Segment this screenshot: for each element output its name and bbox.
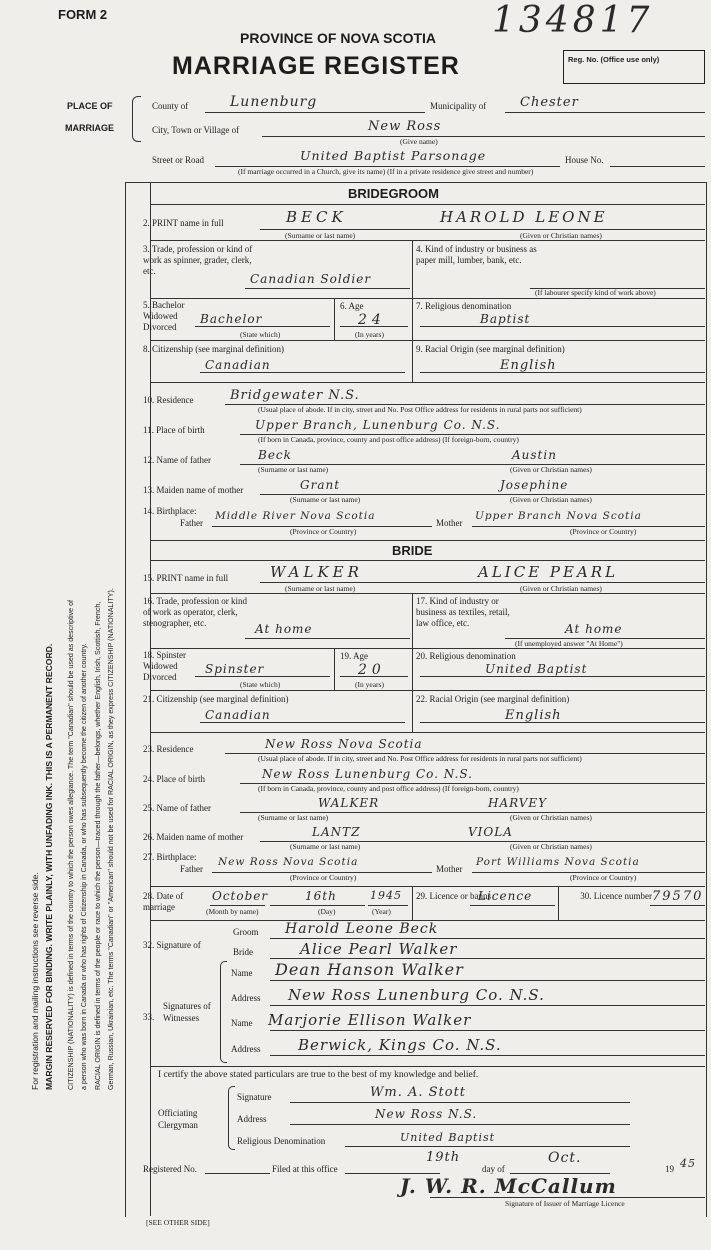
bride-industry-label: 17. Kind of industry or business as textiles, retail, law office, etc. — [416, 596, 510, 628]
bride-surname-note: (Surname or last name) — [285, 584, 356, 593]
bride-mother-prov-note: (Province or Country) — [570, 873, 637, 882]
margin-citizenship-def-2: a person who was born in Canada or who has rights of Citizenship in Canada, or who has subsequently become the citizen of another country. — [80, 643, 88, 1090]
marriage-day: 16th — [305, 889, 337, 903]
register-number: 134817 — [492, 0, 654, 41]
groom-mother-surname: Grant — [300, 478, 341, 492]
groom-industry-note: (If labourer specify kind of work above) — [535, 288, 656, 297]
registered-label: Registered No. — [143, 1164, 197, 1174]
witnesses-number: 33. — [143, 1012, 155, 1022]
marriage-day-note: (Day) — [318, 907, 336, 916]
marriage-year: 1945 — [370, 889, 402, 902]
bride-residence-label: 23. Residence — [143, 744, 194, 754]
marriage-label: MARRIAGE — [65, 123, 114, 133]
bride-racial-label: 22. Racial Origin (see marginal definition) — [416, 694, 570, 704]
groom-status: Bachelor — [200, 312, 263, 326]
margin-racial-def: RACIAL ORIGIN is defined in terms of the people or race to which the person—traced through the father—belongs, whether English, Irish, Scottish, French, — [94, 601, 102, 1090]
bride-racial: English — [505, 708, 562, 723]
groom-father-birthplace: Middle River Nova Scotia — [215, 510, 376, 522]
bride-religion: United Baptist — [485, 662, 588, 676]
licence-number: 79570 — [652, 889, 704, 904]
province-heading: PROVINCE OF NOVA SCOTIA — [240, 30, 437, 46]
w1-address-label: Address — [231, 993, 261, 1003]
bride-father-prov-note: (Province or Country) — [290, 873, 357, 882]
give-name-note: (Give name) — [400, 137, 438, 146]
bride-trade: At home — [255, 622, 313, 636]
w2-address-label: Address — [231, 1044, 261, 1054]
margin-permanent-record: MARGIN RESERVED FOR BINDING. WRITE PLAINLY, WITH UNFADING INK. THIS IS A PERMANENT RECORD. — [44, 643, 54, 1090]
groom-surname: BECK — [286, 208, 347, 226]
bride-trade-label: 16. Trade, profession or kind of work as operator, clerk, stenographer, etc. — [143, 596, 247, 628]
filed-day: 19th — [426, 1150, 461, 1165]
groom-age-label: 6. Age — [340, 301, 364, 311]
bride-mother-given-note: (Given or Christian names) — [510, 842, 592, 851]
witness2-address: Berwick, Kings Co. N.S. — [298, 1036, 502, 1054]
day-of-label: day of — [482, 1164, 505, 1174]
bride-name-label: 15. PRINT name in full — [143, 573, 229, 583]
groom-trade-label: 3. Trade, profession or kind of work as spinner, grader, clerk, etc. — [143, 244, 253, 276]
place-brace — [132, 96, 141, 142]
groom-residence-label: 10. Residence — [143, 395, 194, 405]
bride-given: ALICE PEARL — [478, 563, 619, 581]
filed-month: Oct. — [548, 1150, 582, 1166]
bride-father-label: 25. Name of father — [143, 803, 211, 813]
bride-father-given: HARVEY — [488, 796, 548, 810]
page-title: MARRIAGE REGISTER — [172, 52, 460, 80]
bride-surname: WALKER — [270, 563, 363, 581]
groom-mother-bp-label: Mother — [436, 518, 463, 528]
groom-mother-given: Josephine — [500, 478, 569, 492]
groom-state-note: (State which) — [240, 330, 281, 339]
groom-birthplace-label: 14. Birthplace: — [143, 506, 197, 516]
date-label: 28. Date of marriage — [143, 891, 184, 912]
street-label: Street or Road — [152, 155, 204, 165]
marriage-month-note: (Month by name) — [206, 907, 259, 916]
house-label: House No. — [565, 155, 604, 165]
bride-father-birthplace: New Ross Nova Scotia — [218, 856, 359, 868]
groom-religion: Baptist — [480, 312, 531, 326]
groom-father-prov-note: (Province or Country) — [290, 527, 357, 536]
certify-text: I certify the above stated particulars are true to the best of my knowledge and belief. — [158, 1070, 479, 1080]
bride-industry-note: (If unemployed answer "At Home") — [515, 639, 623, 648]
officiating-label: Officiating Clergyman — [158, 1108, 198, 1130]
groom-mother-birthplace: Upper Branch Nova Scotia — [475, 510, 642, 522]
licence-banns-label: 29. Licence or banns — [416, 891, 491, 901]
municipality-value: Chester — [520, 95, 579, 110]
groom-surname-note: (Surname or last name) — [285, 231, 356, 240]
reg-no-box — [563, 50, 705, 84]
groom-birth-note: (If born in Canada, province, county and post office address) (If foreign-born, country) — [258, 435, 519, 444]
bride-religion-label: 20. Religious denomination — [416, 651, 516, 661]
groom-father-bp-label: Father — [180, 518, 203, 528]
groom-mother-given-note: (Given or Christian names) — [510, 495, 592, 504]
groom-religion-label: 7. Religious denomination — [416, 301, 512, 311]
bride-mother-bp-label: Mother — [436, 864, 463, 874]
see-other-side: [SEE OTHER SIDE] — [146, 1218, 210, 1227]
clergy-denom-label: Religious Denomination — [237, 1136, 326, 1146]
street-note: (If marriage occurred in a Church, give its name) (If in a private residence give street and number) — [238, 167, 534, 176]
marriage-year-note: (Year) — [372, 907, 391, 916]
bride-mother-given: VIOLA — [468, 825, 513, 839]
w2-name-label: Name — [231, 1018, 253, 1028]
margin-instructions: For registration and mailing instructions see reverse side. — [30, 872, 40, 1090]
issuer-label: Signature of Issuer of Marriage Licence — [505, 1199, 625, 1208]
bride-given-note: (Given or Christian names) — [520, 584, 602, 593]
bride-birthplace-label: 27. Birthplace: — [143, 852, 197, 862]
bride-mother-label: 26. Maiden name of mother — [143, 832, 244, 842]
bride-citizenship: Canadian — [205, 708, 271, 722]
bride-age-label: 19. Age — [340, 651, 368, 661]
clergy-denom: United Baptist — [400, 1131, 496, 1144]
clergy-brace — [228, 1086, 235, 1150]
groom-age: 24 — [358, 312, 386, 328]
bride-birth-label: 24. Place of birth — [143, 774, 205, 784]
groom-citizenship-label: 8. Citizenship (see marginal definition) — [143, 344, 285, 354]
bride-father-given-note: (Given or Christian names) — [510, 813, 592, 822]
bride-residence-note: (Usual place of abode. If in city, street and No. Post Office address for residents in rural parts not sufficient) — [258, 754, 582, 763]
groom-citizenship: Canadian — [205, 358, 271, 372]
licence-number-label: 30. Licence number — [580, 891, 652, 901]
groom-mother-prov-note: (Province or Country) — [570, 527, 637, 536]
groom-father-surname-note: (Surname or last name) — [258, 465, 329, 474]
groom-racial: English — [500, 358, 557, 373]
bride-mother-surname-note: (Surname or last name) — [290, 842, 361, 851]
bride-status: Spinster — [205, 662, 265, 676]
bride-heading: BRIDE — [392, 543, 433, 558]
bride-residence: New Ross Nova Scotia — [265, 737, 423, 751]
margin-racial-def-2: German, Russian, Ukrainian, etc. The terms "Canadian" or "American" should not be used for RACIAL ORIGIN, as they express CITIZENSHIP (NATIONALITY). — [107, 588, 115, 1090]
form-number: FORM 2 — [58, 7, 108, 22]
groom-mother-label: 13. Maiden name of mother — [143, 485, 244, 495]
bride-mother-birthplace: Port Williams Nova Scotia — [476, 856, 640, 868]
clergy-signature: Wm. A. Stott — [370, 1085, 467, 1100]
groom-mother-surname-note: (Surname or last name) — [290, 495, 361, 504]
groom-given: HAROLD LEONE — [440, 208, 608, 226]
groom-racial-label: 9. Racial Origin (see marginal definition) — [416, 344, 565, 354]
filed-year: 45 — [680, 1157, 696, 1170]
clergy-address: New Ross N.S. — [375, 1107, 478, 1121]
bride-father-surname: WALKER — [318, 796, 380, 810]
groom-given-note: (Given or Christian names) — [520, 231, 602, 240]
bride-state-note: (State which) — [240, 680, 281, 689]
bride-citizenship-label: 21. Citizenship (see marginal definition) — [143, 694, 289, 704]
witnesses-label: Signatures of Witnesses — [163, 1001, 211, 1023]
licence-type: Licence — [478, 889, 533, 903]
bride-father-surname-note: (Surname or last name) — [258, 813, 329, 822]
filed-label: Filed at this office — [272, 1164, 338, 1174]
witness2-name: Marjorie Ellison Walker — [268, 1011, 472, 1029]
street-value: United Baptist Parsonage — [300, 148, 487, 163]
year-prefix: 19 — [665, 1164, 674, 1174]
witness1-address: New Ross Lunenburg Co. N.S. — [288, 986, 545, 1004]
place-of-label: PLACE OF — [67, 101, 113, 111]
groom-father-given: Austin — [512, 448, 557, 462]
bride-birth: New Ross Lunenburg Co. N.S. — [262, 767, 473, 781]
clergy-signature-label: Signature — [237, 1092, 272, 1102]
groom-name-label: 2. PRINT name in full — [143, 218, 224, 228]
signature-of-label: 32. Signature of — [143, 940, 201, 950]
bride-status-label: 18. Spinster Widowed Divorced — [143, 650, 187, 682]
bride-age: 20 — [358, 662, 386, 678]
margin-citizenship-def: CITIZENSHIP (NATIONALITY) is defined in terms of the country to which the person owes allegiance. The term "Canadian" should be used as descriptive of — [67, 599, 75, 1090]
clergy-address-label: Address — [237, 1114, 267, 1124]
witness1-name: Dean Hanson Walker — [275, 960, 464, 979]
w1-name-label: Name — [231, 968, 253, 978]
municipality-label: Municipality of — [430, 101, 487, 111]
bridegroom-heading: BRIDEGROOM — [348, 186, 439, 201]
groom-birth-label: 11. Place of birth — [143, 425, 205, 435]
groom-signature: Harold Leone Beck — [285, 921, 439, 937]
marriage-month: October — [212, 889, 269, 903]
city-value: New Ross — [368, 119, 442, 134]
groom-status-label: 5. Bachelor Widowed Divorced — [143, 300, 185, 332]
city-label: City, Town or Village of — [152, 125, 240, 135]
bride-signature: Alice Pearl Walker — [300, 940, 458, 958]
groom-father-label: 12. Name of father — [143, 455, 211, 465]
groom-industry-label: 4. Kind of industry or business as paper mill, lumber, bank, etc. — [416, 244, 537, 265]
groom-birth: Upper Branch, Lunenburg Co. N.S. — [255, 418, 501, 432]
groom-father-surname: Beck — [258, 448, 292, 462]
bride-age-note: (In years) — [355, 680, 384, 689]
county-value: Lunenburg — [230, 94, 318, 110]
groom-residence: Bridgewater N.S. — [230, 388, 360, 403]
bride-mother-surname: LANTZ — [312, 825, 361, 839]
groom-sig-label: Groom — [233, 927, 259, 937]
bride-sig-label: Bride — [233, 947, 253, 957]
county-label: County of — [152, 101, 189, 111]
bride-industry: At home — [565, 622, 623, 636]
reg-no-box-label: Reg. No. (Office use only) — [568, 55, 660, 64]
groom-trade: Canadian Soldier — [250, 272, 372, 286]
bride-birth-note: (If born in Canada, province, county and post office address) (If foreign-born, country) — [258, 784, 519, 793]
bride-father-bp-label: Father — [180, 864, 203, 874]
groom-residence-note: (Usual place of abode. If in city, street and No. Post Office address for residents in rural parts not sufficient) — [258, 405, 582, 414]
groom-father-given-note: (Given or Christian names) — [510, 465, 592, 474]
groom-age-note: (In years) — [355, 330, 384, 339]
issuer-signature: J. W. R. McCallum — [400, 1174, 617, 1198]
